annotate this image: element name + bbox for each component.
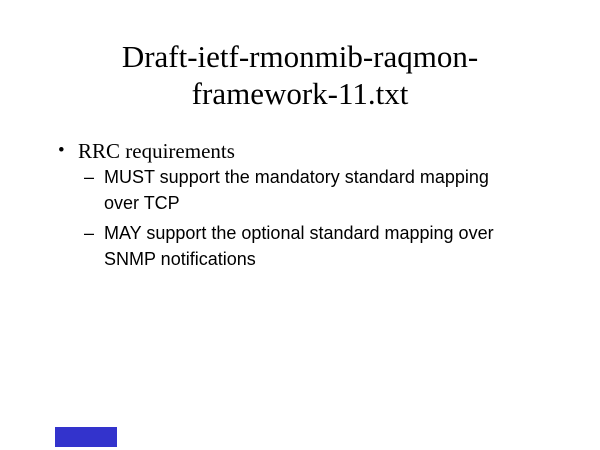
bullet-item-level1 xyxy=(58,138,235,164)
bullet-dot-icon: • xyxy=(58,140,65,161)
sub-bullet-line: over TCP xyxy=(104,193,180,213)
bullet-text: RRC requirements xyxy=(78,139,235,163)
title-line-1: Draft-ietf-rmonmib-raqmon- xyxy=(121,39,479,74)
sub-bullet-line: MAY support the optional standard mapping over xyxy=(104,223,494,243)
sub-bullet-text xyxy=(104,164,489,216)
sub-bullet-list xyxy=(84,164,494,276)
slide-title xyxy=(0,38,600,112)
sub-bullet-line: SNMP notifications xyxy=(104,249,256,269)
dash-bullet-icon: – xyxy=(84,167,95,187)
sub-bullet-item xyxy=(84,164,494,216)
sub-bullet-line: MUST support the mandatory standard mapping xyxy=(104,167,489,187)
title-line-2: framework-11.txt xyxy=(191,76,409,111)
sub-bullet-item xyxy=(84,220,494,272)
blue-decoration-box xyxy=(55,427,117,447)
dash-bullet-icon: – xyxy=(84,223,95,243)
sub-bullet-text xyxy=(104,220,494,272)
